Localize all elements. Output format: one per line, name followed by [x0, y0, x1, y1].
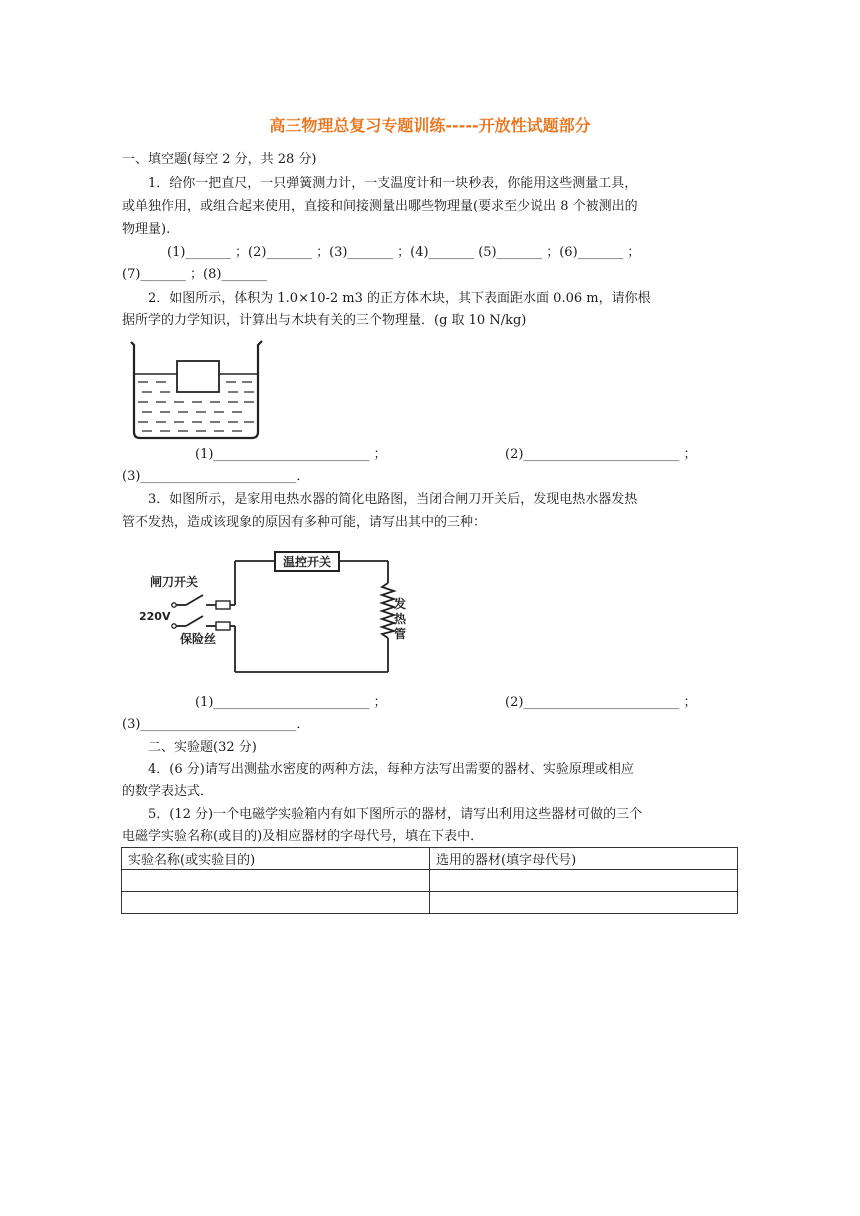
q2-answer-1: (1)________________________ ； [195, 447, 387, 462]
thermostat-label: 温控开关 [282, 555, 332, 569]
experiment-table [121, 847, 738, 914]
q5-line2: 电磁学实验名称(或目的)及相应器材的字母代号，填在下表中． [122, 829, 484, 844]
table-header-cell: 选用的器材(填字母代号) [430, 848, 738, 870]
heater-label-char-3: 管 [394, 627, 407, 641]
table-cell[interactable] [122, 892, 430, 914]
q1-blanks-row1: (1)_______ ；(2)_______ ；(3)_______ ；(4)_______ (5)_______ ；(6)_______ ； [167, 245, 641, 260]
fuse-label: 保险丝 [180, 632, 217, 646]
table-row [122, 870, 738, 892]
q1-blanks-row2: (7)_______ ；(8)_______ [122, 267, 267, 282]
q2-line2: 据所学的力学知识，计算出与木块有关的三个物理量．(g 取 10 N/kg) [122, 313, 527, 328]
wood-block [177, 361, 219, 392]
table-cell[interactable] [430, 870, 738, 892]
q2-line1: 2．如图所示，体积为 1.0×10-2 m3 的正方体木块，其下表面距水面 0.06 m，请你根 [148, 291, 651, 306]
section2-heading: 二、实验题(32 分) [148, 740, 257, 755]
q3-answer-1: (1)________________________ ； [195, 695, 387, 710]
table-header-row [122, 848, 738, 870]
q5-line1: 5．(12 分)一个电磁学实验箱内有如下图所示的器材，请写出利用这些器材可做的三个 [148, 807, 643, 822]
q2-answer-3: (3)________________________． [122, 469, 310, 484]
q1-line1: 1．给你一把直尺，一只弹簧测力计，一支温度计和一块秒表，你能用这些测量工具， [148, 176, 638, 191]
fuse-element-top [216, 601, 230, 609]
q3-answer-3: (3)________________________． [122, 717, 310, 732]
q4-line2: 的数学表达式． [122, 784, 214, 799]
heater-label-char-1: 发 [394, 597, 407, 611]
section1-heading: 一、填空题(每空 2 分，共 28 分) [122, 152, 317, 167]
q1-line3: 物理量). [122, 222, 171, 237]
q3-answer-2: (2)________________________ ； [505, 695, 697, 710]
voltage-label: 220V [139, 610, 171, 623]
circuit-diagram [130, 543, 420, 683]
table-cell[interactable] [430, 892, 738, 914]
beaker-figure [128, 338, 266, 442]
heater-label-char-2: 热 [394, 612, 407, 626]
table-row [122, 892, 738, 914]
q4-line1: 4．(6 分)请写出测盐水密度的两种方法，每种方法写出需要的器材、实验原理或相应 [148, 762, 634, 777]
knife-switch-label: 闸刀开关 [150, 575, 199, 589]
fuse-element-bottom [216, 622, 230, 630]
table-cell[interactable] [122, 870, 430, 892]
q1-line2: 或单独作用，或组合起来使用，直接和间接测量出哪些物理量(要求至少说出 8 个被测出的 [122, 199, 638, 214]
q3-line1: 3．如图所示，是家用电热水器的简化电路图，当闭合闸刀开关后，发现电热水器发热 [148, 492, 638, 507]
q3-line2: 管不发热，造成该现象的原因有多种可能，请写出其中的三种： [122, 515, 487, 530]
page-title: 高三物理总复习专题训练-----开放性试题部分 [269, 116, 591, 135]
q2-answer-2: (2)________________________ ； [505, 447, 697, 462]
table-header-cell: 实验名称(或实验目的) [122, 848, 430, 870]
